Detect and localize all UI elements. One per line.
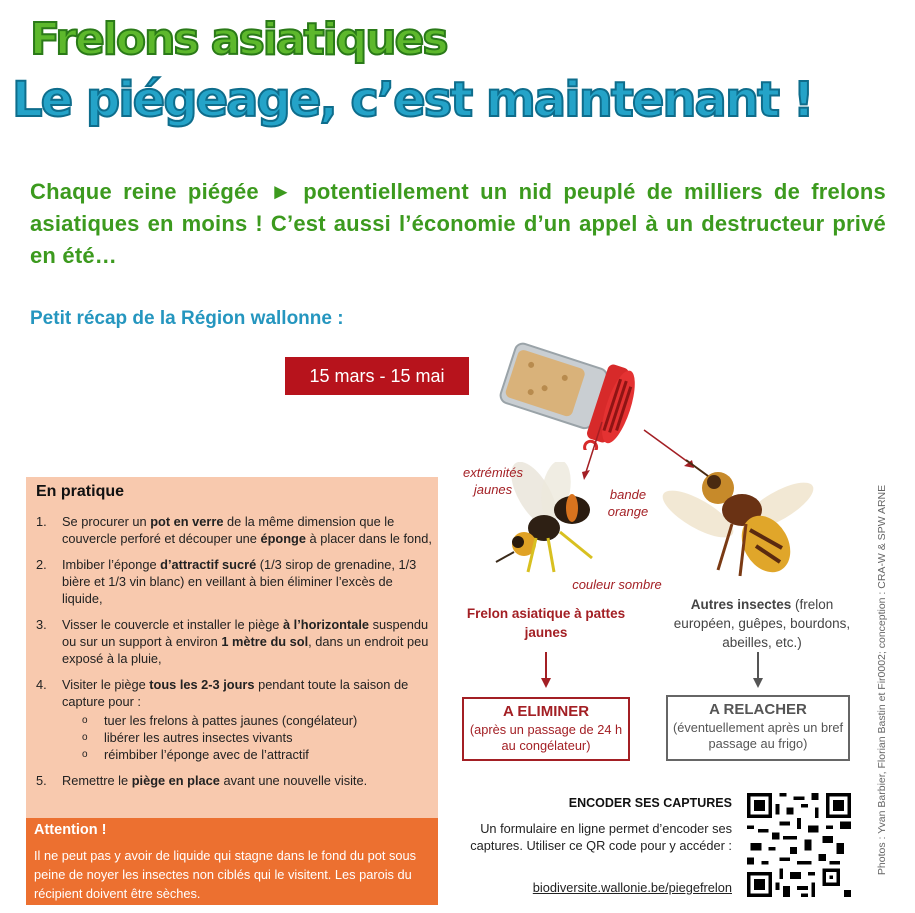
encoder-text: Un formulaire en ligne permet d’encoder ses captures. Utiliser ce QR code pour y accéder :	[470, 821, 732, 853]
practice-heading: En pratique	[36, 483, 125, 500]
title-line1: Frelons asiatiques	[30, 14, 447, 65]
autres-insectes-rest: (frelon européen, guêpes, bourdons, abeilles, etc.)	[673, 597, 851, 650]
eliminer-box	[462, 697, 630, 761]
title-line2: Le piégeage, c’est maintenant !	[12, 72, 813, 128]
step-4: 4. Visiter le piège tous les 2-3 jours pendant toute la saison de capture pour :	[36, 677, 409, 709]
recap-heading: Petit récap de la Région wallonne :	[30, 308, 344, 329]
step-3: 3. Visser le couvercle et installer le piège à l’horizontale suspendu ou sur un support à environ 1 mètre du sol, dans un endroit peu exposé à la pluie,	[36, 617, 429, 666]
frelon-asiatique-name: Frelon asiatique à pattes jaunes	[466, 606, 626, 640]
encoder-link[interactable]: biodiversite.wallonie.be/piegefrelon	[532, 880, 732, 895]
qr-code-icon[interactable]	[747, 793, 851, 897]
relacher-box	[666, 695, 850, 761]
step-4-sub-1: o tuer les frelons à pattes jaunes (congélateur)	[82, 713, 358, 728]
autres-insectes-text	[668, 595, 856, 652]
attention-panel	[26, 818, 438, 905]
arrow-down-grey-icon	[750, 652, 766, 688]
relacher-text: (éventuellement après un bref passage au frigo)	[672, 720, 843, 751]
eliminer-text: (après un passage de 24 h au congélateur)	[469, 722, 623, 753]
label-bande: bande orange	[607, 487, 649, 519]
step-4-sub-3: o réimbiber l’éponge avec de l’attractif	[82, 747, 309, 762]
label-couleur: couleur sombre	[572, 577, 662, 592]
attention-text: Il ne peut pas y avoir de liquide qui stagne dans le fond du pot sous peine de noyer les insectes non ciblés qui le visitent. Les parois du récipient doivent être sèches.	[34, 848, 417, 901]
step-1: 1. Se procurer un pot en verre de la même dimension que le couvercle perforé et découper une éponge à placer dans le fond,	[36, 514, 432, 546]
date-range-badge	[285, 357, 469, 395]
photo-credits: Photos : Yvan Barbier, Florian Bastin et Fir0002; conception : CRA-W & SPW ARNE	[876, 484, 888, 876]
arrow-down-red-icon	[538, 652, 554, 688]
eliminer-title: A ELIMINER	[502, 703, 590, 720]
step-5: 5. Remettre le piège en place avant une nouvelle visite.	[36, 773, 368, 788]
step-2: 2. Imbiber l’éponge d’attractif sucré (1/3 sirop de grenadine, 1/3 bière et 1/3 vin blanc) en veillant à bien éliminer l’excès de liquide,	[36, 557, 417, 606]
label-extremites: extrémités jaunes	[463, 465, 523, 497]
step-4-sub-2: o libérer les autres insectes vivants	[82, 730, 293, 745]
relacher-title: A RELACHER	[709, 701, 807, 718]
intro-text: Chaque reine piégée ► potentiellement un nid peuplé de milliers de frelons asiatiques en moins ! C’est aussi l’économie d’un appel à un destructeur privé en été…	[30, 179, 886, 268]
practice-panel	[26, 477, 438, 818]
autres-insectes-bold: Autres insectes	[690, 597, 792, 612]
date-range: 15 mars - 15 mai	[309, 365, 445, 386]
encoder-title: ENCODER SES CAPTURES	[568, 796, 732, 810]
practice-steps	[34, 513, 432, 798]
european-hornet-image	[662, 452, 814, 584]
attention-heading: Attention !	[34, 822, 107, 838]
